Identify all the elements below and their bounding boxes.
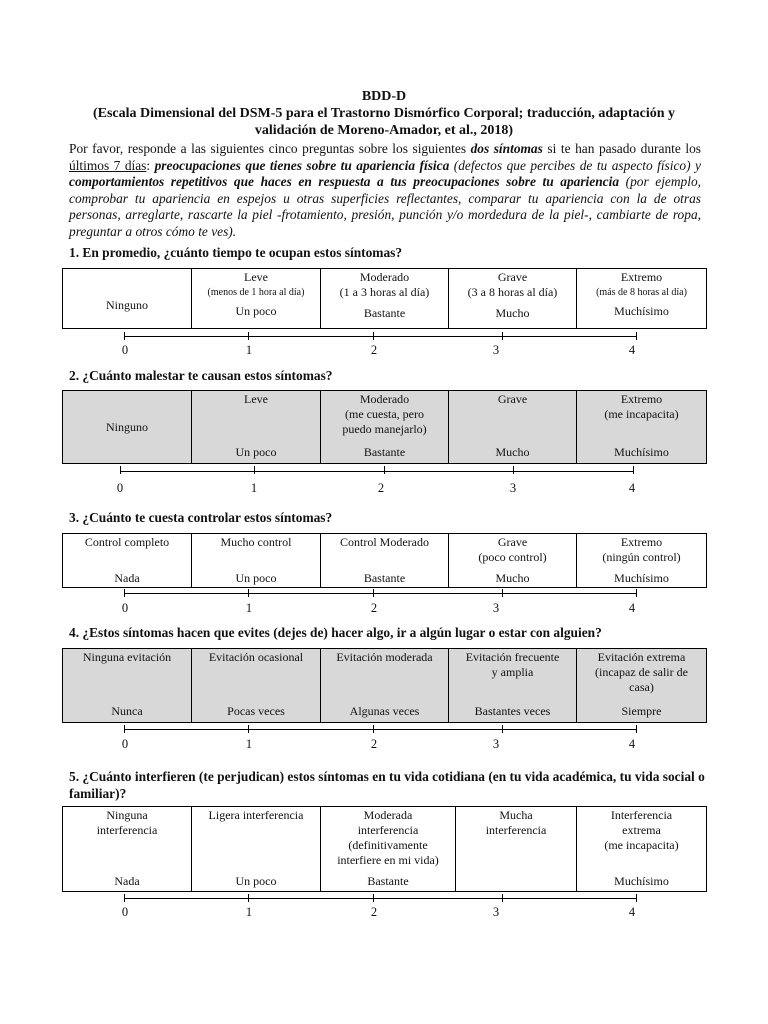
q2-option-3-bottom: Mucho: [495, 445, 530, 459]
q1-scale-2: 2: [370, 343, 378, 357]
instructions-paragraph: [69, 141, 701, 240]
q3-scale-4: 4: [628, 601, 636, 615]
q1-option-0-bottom: Ninguno: [106, 298, 148, 312]
q4-scale-line: [124, 729, 637, 730]
q3-option-1-bottom: Un poco: [235, 571, 277, 585]
question-3-options: [62, 533, 707, 588]
q1-option-0[interactable]: [63, 269, 192, 329]
q1-tick-4: [636, 332, 637, 340]
q3-option-0[interactable]: [63, 534, 192, 588]
q5-tick-2: [373, 894, 374, 902]
intro-text-2: si te han pasado durante los: [542, 141, 701, 156]
q1-option-1[interactable]: [192, 269, 321, 329]
q3-option-1-top: Mucho control: [220, 535, 292, 549]
q4-option-3[interactable]: [449, 649, 577, 723]
q5-option-4-bottom: Muchísimo: [614, 874, 669, 888]
q1-option-4[interactable]: [577, 269, 707, 329]
q2-option-4-bottom: Muchísimo: [614, 445, 669, 459]
q3-option-2[interactable]: [321, 534, 449, 588]
q4-option-3-bottom: Bastantes veces: [474, 704, 551, 718]
intro-text-5: (por ejemplo, comprobar tu apariencia en espejos u otras superficies reflectantes, comparar tu apariencia con la de otras personas, arreglarte, rascarte la piel -frotamiento, presión, punción y/o mordedura de la piel-, cambiarte de ropa, preguntar a otros cómo te ves).: [69, 174, 701, 239]
q3-tick-2: [373, 589, 374, 597]
q2-scale-1: 1: [250, 481, 258, 495]
q4-option-2-bottom: Algunas veces: [349, 704, 420, 718]
q2-option-2[interactable]: [321, 391, 449, 464]
q2-tick-3: [513, 466, 514, 474]
q4-tick-1: [248, 725, 249, 733]
q5-option-3-top: Mucha interferencia: [485, 808, 547, 837]
q1-tick-2: [373, 332, 374, 340]
q1-option-4-bottom: Muchísimo: [614, 304, 669, 318]
q4-option-2-top: Evitación moderada: [336, 650, 433, 664]
question-4-options: [62, 648, 707, 723]
q4-scale-2: 2: [370, 737, 378, 751]
q5-tick-3: [502, 894, 503, 902]
q2-option-0-bottom: Ninguno: [106, 420, 148, 434]
q3-scale-1: 1: [245, 601, 253, 615]
question-2: 2. ¿Cuánto malestar te causan estos síntomas?: [69, 368, 333, 383]
q5-option-1-top: Ligera interferencia: [208, 808, 304, 822]
intro-text-1: Por favor, responde a las siguientes cinco preguntas sobre los siguientes: [69, 141, 471, 156]
q4-tick-3: [502, 725, 503, 733]
q3-option-2-top: Control Moderado: [340, 535, 429, 549]
intro-text-3: :: [146, 157, 155, 173]
q2-option-4[interactable]: [577, 391, 707, 464]
q3-option-3[interactable]: [449, 534, 577, 588]
q1-tick-0: [124, 332, 125, 340]
q4-scale-1: 1: [245, 737, 253, 751]
q4-tick-2: [373, 725, 374, 733]
q1-option-3-top: Grave: [497, 270, 528, 284]
q5-scale-line: [124, 898, 637, 899]
q4-scale: [0, 725, 768, 751]
q2-scale-4: 4: [628, 481, 636, 495]
q2-scale-3: 3: [509, 481, 517, 495]
q2-option-1-top: Leve: [244, 392, 268, 406]
q5-option-0-top: Ninguna interferencia: [96, 808, 158, 837]
q5-scale-2: 2: [370, 905, 378, 919]
q5-tick-4: [636, 894, 637, 902]
question-1-options: [62, 268, 707, 329]
q5-scale-0: 0: [121, 905, 129, 919]
q4-tick-0: [124, 725, 125, 733]
q3-scale-0: 0: [121, 601, 129, 615]
q1-option-3-sub: (3 a 8 horas al día): [467, 285, 558, 299]
intro-text-4: (defectos que percibes de tu aspecto físico) y: [449, 157, 702, 173]
q2-option-2-bottom: Bastante: [363, 445, 406, 459]
q3-option-4-bottom: Muchísimo: [614, 571, 669, 585]
q3-tick-0: [124, 589, 125, 597]
question-5: 5. ¿Cuánto interfieren (te perjudican) estos síntomas en tu vida cotidiana (en tu vida académica, tu vida social o familiar)?: [69, 769, 705, 801]
document-subtitle-line2: validación de Moreno-Amador, et al., 2018): [254, 123, 514, 138]
q2-option-0[interactable]: [63, 391, 192, 464]
q5-scale: [0, 894, 768, 919]
q2-scale: [0, 466, 768, 495]
q2-scale-line: [120, 471, 634, 472]
intro-ultimos-7-dias: últimos 7 días: [69, 157, 147, 173]
q4-option-2[interactable]: [321, 649, 449, 723]
q4-scale-3: 3: [492, 737, 500, 751]
q5-scale-3: 3: [492, 905, 500, 919]
q2-option-2-top: Moderado (me cuesta, pero puedo manejarlo): [342, 392, 427, 436]
intro-dos-sintomas: dos síntomas: [470, 141, 543, 156]
q2-option-3[interactable]: [449, 391, 577, 464]
q5-option-1-bottom: Un poco: [235, 874, 277, 888]
q1-option-1-sub: (menos de 1 hora al día): [207, 287, 305, 298]
q5-option-3[interactable]: [456, 807, 577, 892]
q1-option-1-bottom: Un poco: [235, 304, 277, 318]
q3-scale: [0, 589, 768, 615]
q4-option-1-bottom: Pocas veces: [227, 704, 285, 718]
q5-scale-1: 1: [245, 905, 253, 919]
q2-scale-0: 0: [116, 481, 124, 495]
q1-option-4-sub: (más de 8 horas al día): [596, 287, 687, 298]
q5-scale-4: 4: [628, 905, 636, 919]
q5-option-2-top: Moderada interferencia (definitivamente interfiere en mi vida): [337, 808, 439, 867]
q1-scale-0: 0: [121, 343, 129, 357]
q4-option-1[interactable]: [192, 649, 321, 723]
q1-scale-3: 3: [492, 343, 500, 357]
q3-tick-1: [248, 589, 249, 597]
q5-option-0[interactable]: [63, 807, 192, 892]
q4-scale-4: 4: [628, 737, 636, 751]
q5-option-4[interactable]: [577, 807, 707, 892]
q5-tick-0: [124, 894, 125, 902]
q3-option-2-bottom: Bastante: [363, 571, 406, 585]
q1-option-4-top: Extremo: [620, 270, 663, 284]
q5-option-2[interactable]: [321, 807, 456, 892]
q5-option-2-bottom: Bastante: [367, 874, 409, 888]
q1-tick-1: [248, 332, 249, 340]
intro-comportamientos: comportamientos repetitivos que haces en respuesta a tus preocupaciones sobre tu apariencia: [69, 174, 620, 189]
q3-tick-3: [502, 589, 503, 597]
q3-scale-3: 3: [492, 601, 500, 615]
q2-tick-2: [384, 466, 385, 474]
q1-option-2-bottom: Bastante: [363, 306, 406, 320]
q3-option-4-top: Extremo (ningún control): [602, 535, 681, 564]
q2-tick-1: [254, 466, 255, 474]
q5-option-0-bottom: Nada: [114, 874, 140, 888]
q3-option-3-bottom: Mucho: [495, 571, 530, 585]
q4-option-1-top: Evitación ocasional: [208, 650, 304, 664]
q3-option-0-top: Control completo: [84, 535, 170, 549]
document-title: BDD-D: [361, 89, 407, 104]
q1-option-2[interactable]: [321, 269, 449, 329]
document-subtitle-line1: (Escala Dimensional del DSM-5 para el Trastorno Dismórfico Corporal; traducción, adaptación y: [92, 106, 675, 121]
q3-option-1[interactable]: [192, 534, 321, 588]
q4-option-0-top: Ninguna evitación: [82, 650, 172, 664]
q1-option-3[interactable]: [449, 269, 577, 329]
q3-option-4[interactable]: [577, 534, 707, 588]
q4-option-4[interactable]: [577, 649, 707, 723]
question-1: 1. En promedio, ¿cuánto tiempo te ocupan estos síntomas?: [69, 245, 403, 260]
q4-scale-0: 0: [121, 737, 129, 751]
q1-scale-4: 4: [628, 343, 636, 357]
q1-option-2-top: Moderado: [359, 270, 410, 284]
q3-option-0-bottom: Nada: [114, 571, 140, 585]
q4-option-4-top: Evitación extrema (incapaz de salir de casa): [595, 650, 688, 694]
q4-tick-4: [636, 725, 637, 733]
q1-scale: [0, 332, 768, 357]
question-5-options: [62, 806, 707, 892]
intro-preocupaciones: preocupaciones que tienes sobre tu apariencia física: [154, 157, 450, 173]
q4-option-3-top: Evitación frecuente y amplia: [465, 650, 560, 679]
q5-option-4-top: Interferencia extrema (me incapacita): [604, 808, 679, 852]
q2-option-1[interactable]: [192, 391, 321, 464]
q3-scale-line: [124, 593, 637, 594]
q4-option-4-bottom: Siempre: [621, 704, 662, 718]
q2-option-3-top: Grave: [497, 392, 528, 406]
q2-tick-0: [120, 466, 121, 474]
q4-option-0-bottom: Nunca: [111, 704, 143, 718]
q2-tick-4: [633, 466, 634, 474]
q1-scale-1: 1: [245, 343, 253, 357]
question-4: 4. ¿Estos síntomas hacen que evites (dejes de) hacer algo, ir a algún lugar o estar con alguien?: [69, 625, 602, 640]
q1-option-2-sub: (1 a 3 horas al día): [339, 285, 430, 299]
q1-option-1-top: Leve: [244, 270, 268, 284]
q1-option-3-bottom: Mucho: [495, 306, 530, 320]
q5-tick-1: [248, 894, 249, 902]
q3-tick-4: [636, 589, 637, 597]
q1-tick-3: [502, 332, 503, 340]
q3-option-3-top: Grave (poco control): [478, 535, 547, 564]
q1-scale-line: [124, 336, 637, 337]
q5-option-1[interactable]: [192, 807, 321, 892]
q4-option-0[interactable]: [63, 649, 192, 723]
q3-scale-2: 2: [370, 601, 378, 615]
question-2-options: [62, 390, 707, 464]
question-3: 3. ¿Cuánto te cuesta controlar estos síntomas?: [69, 510, 333, 525]
q2-scale-2: 2: [377, 481, 385, 495]
q2-option-1-bottom: Un poco: [235, 445, 277, 459]
q2-option-4-top: Extremo (me incapacita): [604, 392, 679, 421]
